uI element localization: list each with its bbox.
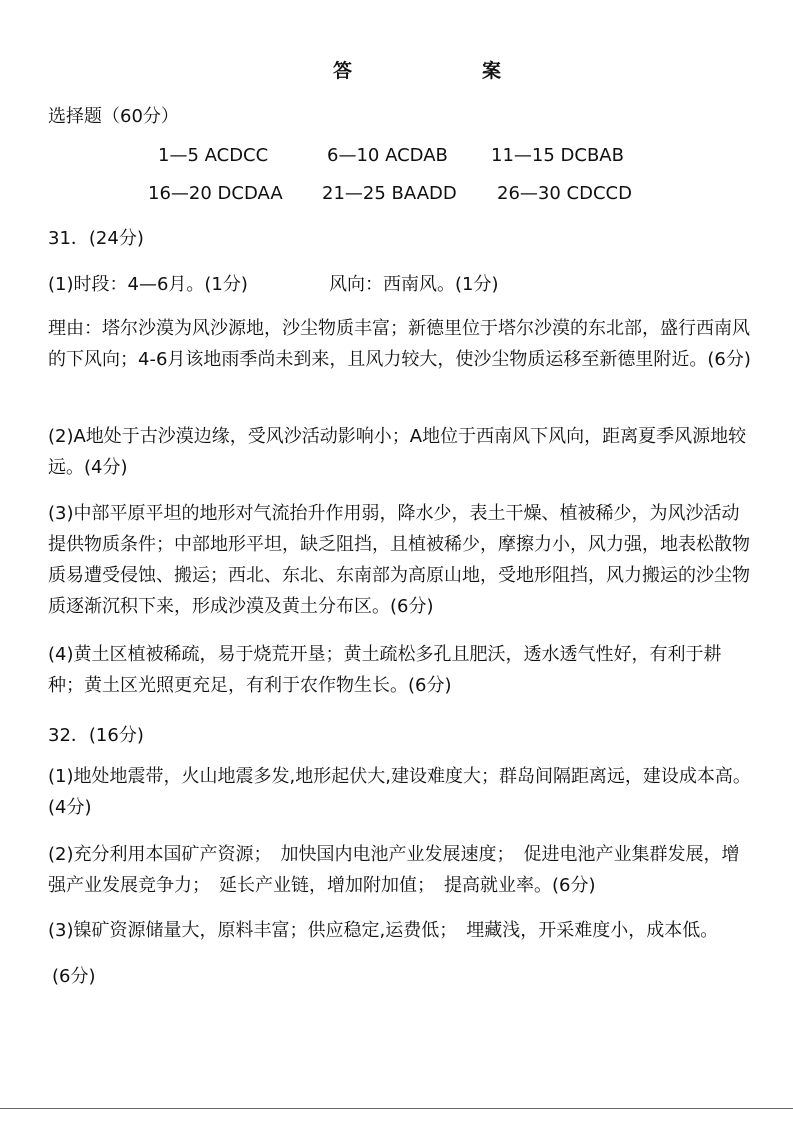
q32-part3-score: (6分) <box>52 966 96 987</box>
choice-group: 1—5 ACDCC <box>158 145 269 166</box>
q32-part3: (3)镍矿资源储量大，原料丰富；供应稳定,运费低； 埋藏浅，开采难度小，成本低。 <box>48 920 719 941</box>
choice-group: 6—10 ACDAB <box>327 145 448 166</box>
q32-part2: (2)充分利用本国矿产资源； 加快国内电池产业发展速度； 促进电池产业集群发展，增强产业发展竞争力； 延长产业链，增加附加值； 提高就业率。(6分) <box>48 844 740 896</box>
q31-part4: (4)黄土区植被稀疏，易于烧荒开垦；黄土疏松多孔且肥沃，透水透气性好，有利于耕种；黄土区光照更充足，有利于农作物生长。(6分) <box>48 644 722 696</box>
title-char-1: 答 <box>333 60 353 82</box>
q32-heading: 32．(16分) <box>48 725 144 746</box>
q31-part3: (3)中部平原平坦的地形对气流抬升作用弱，降水少，表土干燥、植被稀少，为风沙活动提供物质条件；中部地形平坦，缺乏阻挡，且植被稀少，摩擦力小，风力强，地表松散物质易遭受侵蚀、搬运；西北、东北、东南部为高原山地，受地形阻挡，风力搬运的沙尘物质逐渐沉积下来，形成沙漠及黄土分布区。(6分) <box>48 503 750 617</box>
choice-group: 16—20 DCDAA <box>148 183 283 204</box>
q32-part1: (1)地处地震带，火山地震多发,地形起伏大,建设难度大；群岛间隔距离远，建设成本高。(4分) <box>48 766 751 818</box>
q31-part1-period: (1)时段：4—6月。(1分) <box>48 274 248 295</box>
q31-heading: 31．(24分) <box>48 228 144 249</box>
page-bottom-divider <box>0 1108 793 1109</box>
choice-group: 11—15 DCBAB <box>491 145 624 166</box>
q31-part1-wind: 风向：西南风。(1分) <box>329 274 499 295</box>
title-char-2: 案 <box>482 60 502 82</box>
choice-heading: 选择题（60分） <box>48 106 179 127</box>
choice-group: 21—25 BAADD <box>322 183 457 204</box>
choice-group: 26—30 CDCCD <box>497 183 632 204</box>
q31-reason: 理由：塔尔沙漠为风沙源地，沙尘物质丰富；新德里位于塔尔沙漠的东北部，盛行西南风的下风向；4-6月该地雨季尚未到来，且风力较大，使沙尘物质运移至新德里附近。(6分) <box>48 318 751 370</box>
q31-part2: (2)A地处于古沙漠边缘，受风沙活动影响小；A地位于西南风下风向，距离夏季风源地较远。(4分) <box>48 426 747 478</box>
